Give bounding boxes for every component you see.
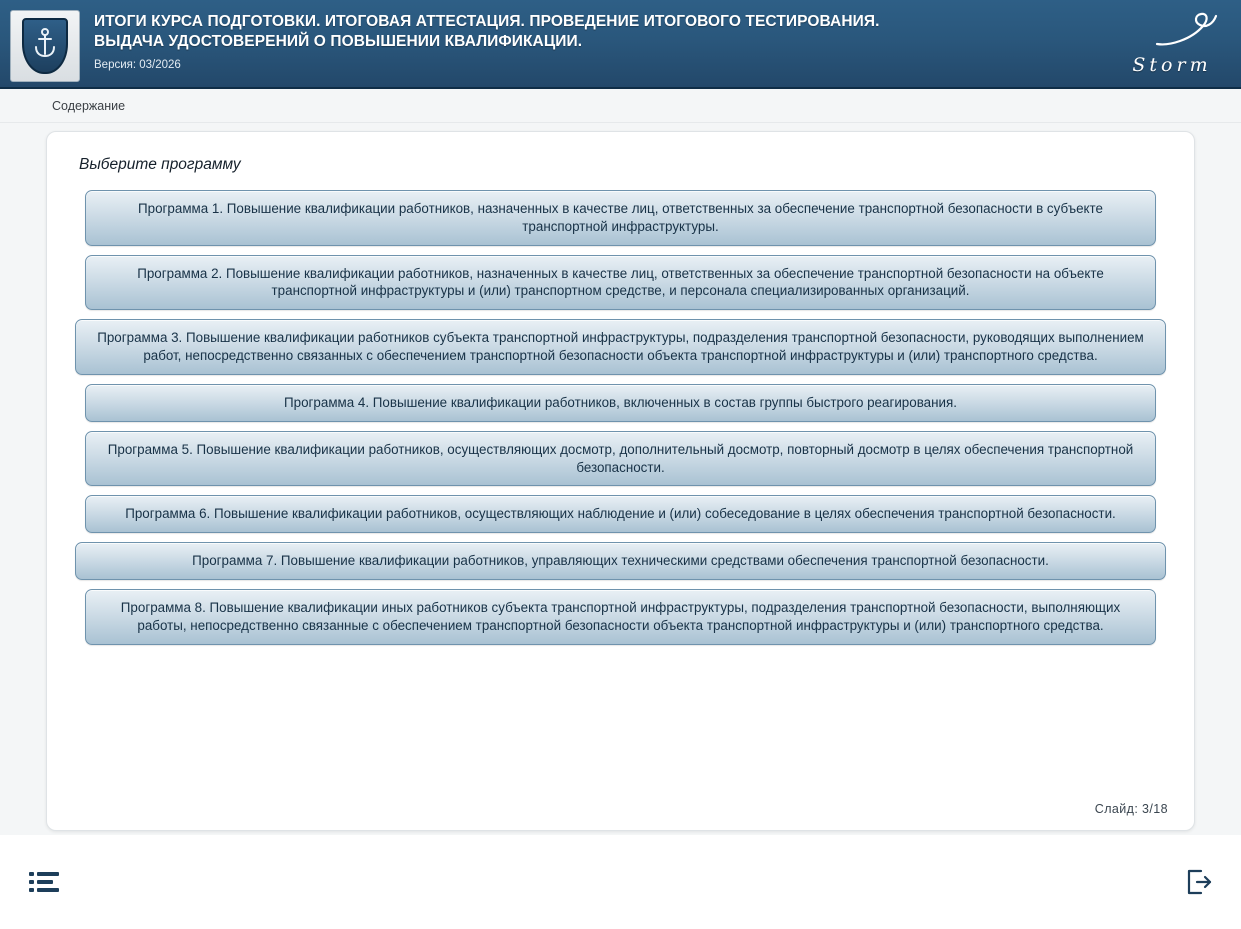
shield-anchor-icon <box>22 18 68 74</box>
program-button-3[interactable]: Программа 3. Повышение квалификации работников субъекта транспортной инфраструктуры, подразделения транспортной безопасности, руководящих выполнением работ, непосредственно связанных с обеспечением транспортной безопасности объекта транспортной инфраструктуры и (или) транспортного средства. <box>75 319 1166 375</box>
program-selection-card <box>46 131 1195 831</box>
content-stage <box>0 123 1241 835</box>
program-button-4[interactable]: Программа 4. Повышение квалификации работников, включенных в состав группы быстрого реагирования. <box>85 384 1156 422</box>
exit-door-icon[interactable] <box>1179 862 1219 902</box>
card-title: Выберите программу <box>79 156 241 173</box>
header-title-block <box>80 8 1113 71</box>
wave-swoosh-icon <box>1147 10 1221 50</box>
program-button-7[interactable]: Программа 7. Повышение квалификации работников, управляющих техническими средствами обеспечения транспортной безопасности. <box>75 542 1166 580</box>
breadcrumb-item-contents[interactable]: Содержание <box>52 98 126 113</box>
brand-logo <box>1113 8 1231 82</box>
brand-name: Storm <box>1132 54 1212 76</box>
app-header <box>0 0 1241 89</box>
program-list <box>75 190 1166 645</box>
app-footer <box>0 835 1241 929</box>
program-button-6[interactable]: Программа 6. Повышение квалификации работников, осуществляющих наблюдение и (или) собеседование в целях обеспечения транспортной безопасности. <box>85 495 1156 533</box>
page-title-line-2: ВЫДАЧА УДОСТОВЕРЕНИЙ О ПОВЫШЕНИИ КВАЛИФИКАЦИИ. <box>94 32 583 50</box>
version-label: Версия: 03/2026 <box>94 58 181 71</box>
breadcrumb <box>0 89 1241 123</box>
logo-box <box>10 10 80 82</box>
slide-counter: Слайд: 3/18 <box>1094 802 1168 816</box>
program-button-5[interactable]: Программа 5. Повышение квалификации работников, осуществляющих досмотр, дополнительный досмотр, повторный досмотр в целях обеспечения транспортной безопасности. <box>85 431 1156 487</box>
page-title-line-1: ИТОГИ КУРСА ПОДГОТОВКИ. ИТОГОВАЯ АТТЕСТАЦИЯ. ПРОВЕДЕНИЕ ИТОГОВОГО ТЕСТИРОВАНИЯ. <box>94 13 880 30</box>
list-menu-icon[interactable] <box>24 862 64 902</box>
program-button-1[interactable]: Программа 1. Повышение квалификации работников, назначенных в качестве лиц, ответственных за обеспечение транспортной безопасности в субъекте транспортной инфраструктуры. <box>85 190 1156 246</box>
program-button-2[interactable]: Программа 2. Повышение квалификации работников, назначенных в качестве лиц, ответственных за обеспечение транспортной безопасности на объекте транспортной инфраструктуры и (или) транспортном средстве, и персонала специализированных организаций. <box>85 255 1156 311</box>
program-button-8[interactable]: Программа 8. Повышение квалификации иных работников субъекта транспортной инфраструктуры, подразделения транспортной безопасности, выполняющих работы, непосредственно связанные с обеспечением транспортной безопасности объекта транспортной инфраструктуры и (или) транспортного средства. <box>85 589 1156 645</box>
